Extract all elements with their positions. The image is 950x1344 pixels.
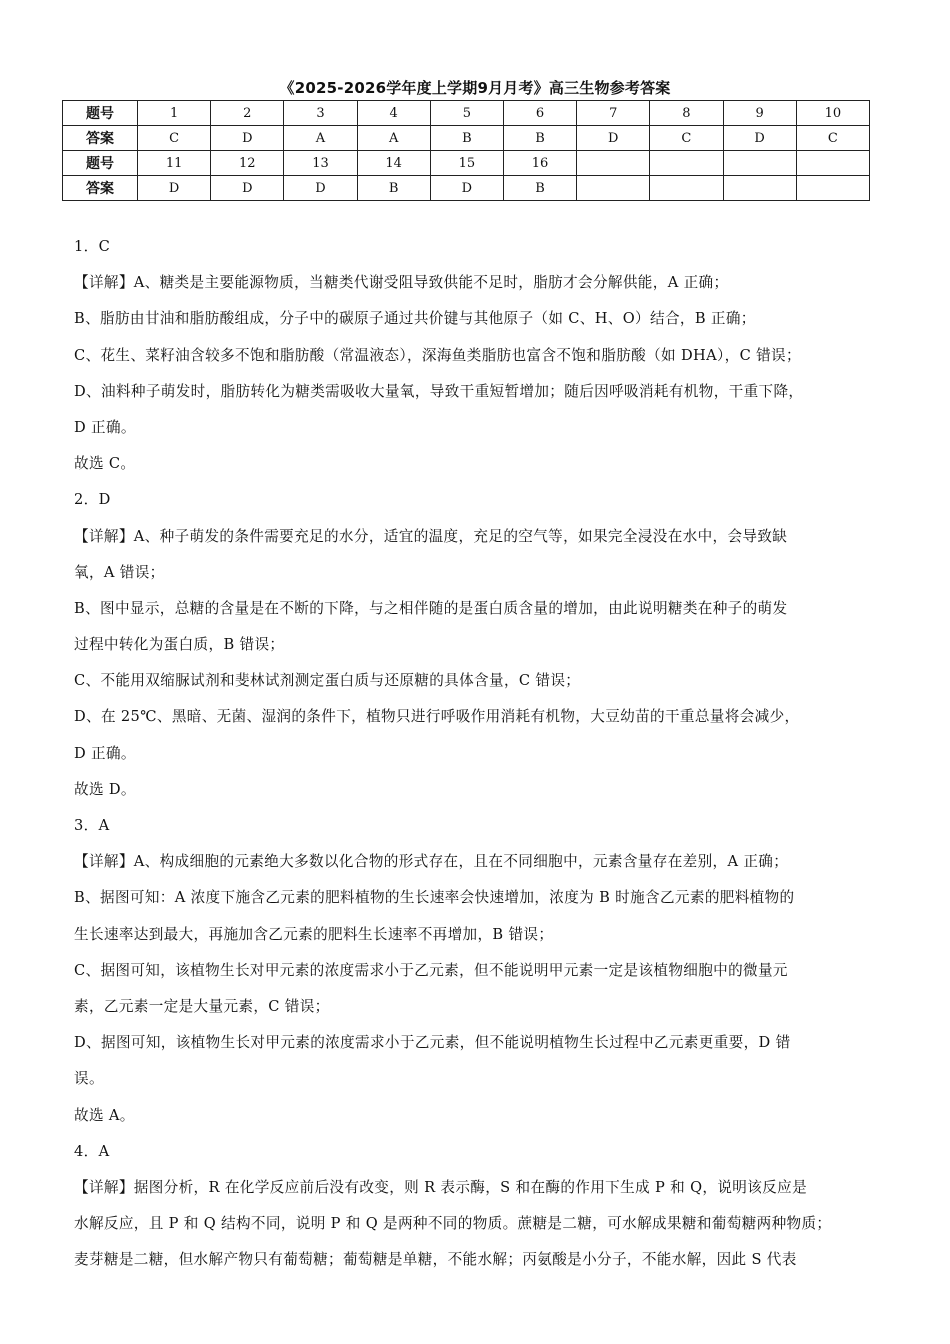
- answer-table-cell: C: [138, 126, 211, 151]
- text-line: 故选 A。: [74, 1106, 135, 1124]
- answer-table-cell: D: [430, 176, 503, 201]
- text-line: D、油料种子萌发时，脂肪转化为糖类需吸收大量氧，导致干重短暂增加；随后因呼吸消耗有机物，干重下降，: [74, 382, 804, 400]
- text-line: 【详解】A、糖类是主要能源物质，当糖类代谢受阻导致供能不足时，脂肪才会分解供能，A 正确；: [74, 274, 729, 292]
- text-line: 水解反应，且 P 和 Q 结构不同，说明 P 和 Q 是两种不同的物质。蔗糖是二糖，可水解成果糖和葡萄糖两种物质；: [74, 1215, 832, 1233]
- text-line: D、在 25℃、黑暗、无菌、湿润的条件下，植物只进行呼吸作用消耗有机物，大豆幼苗的干重总量将会减少，: [74, 708, 800, 726]
- answer-table-cell: 4: [357, 101, 430, 126]
- answer-table-cell: [577, 176, 650, 201]
- answer-table-cell: 5: [430, 101, 503, 126]
- answer-table-cell: 6: [503, 101, 576, 126]
- row-header-cell: 题号: [63, 151, 138, 176]
- answer-table-cell: D: [138, 176, 211, 201]
- answer-table-cell: [723, 151, 796, 176]
- answer-table-cell: D: [211, 176, 284, 201]
- text-line: 3．A: [74, 817, 110, 834]
- answer-table-cell: [650, 151, 723, 176]
- text-line: B、脂肪由甘油和脂肪酸组成，分子中的碳原子通过共价键与其他原子（如 C、H、O）结合，B 正确；: [74, 310, 756, 328]
- row-header-cell: 答案: [63, 176, 138, 201]
- text-line: 过程中转化为蛋白质，B 错误；: [74, 636, 285, 654]
- text-line: 4．A: [74, 1142, 110, 1160]
- text-line: 故选 D。: [74, 780, 136, 798]
- answer-table-cell: [796, 176, 869, 201]
- answer-table-cell: 10: [796, 101, 869, 126]
- text-line: 1．C: [74, 238, 111, 255]
- answer-table-cell: A: [284, 126, 357, 151]
- answer-table-cell: B: [503, 176, 576, 201]
- text-line: 生长速率达到最大，再施加含乙元素的肥料生长速率不再增加，B 错误；: [74, 925, 554, 943]
- text-line: D 正确。: [74, 744, 136, 762]
- answer-table-cell: 2: [211, 101, 284, 126]
- text-line: 麦芽糖是二糖，但水解产物只有葡萄糖；葡萄糖是单糖，不能水解；丙氨酸是小分子，不能水解，因此 S 代表: [74, 1251, 797, 1269]
- text-line: 误。: [74, 1070, 104, 1088]
- answer-table-cell: 9: [723, 101, 796, 126]
- text-line: C、不能用双缩脲试剂和斐林试剂测定蛋白质与还原糖的具体含量，C 错误；: [74, 672, 581, 690]
- answer-table-cell: 12: [211, 151, 284, 176]
- answer-table-row: [63, 151, 870, 176]
- text-line: B、据图可知：A 浓度下施含乙元素的肥料植物的生长速率会快速增加，浓度为 B 时施含乙元素的肥料植物的: [74, 889, 795, 907]
- answer-table-row: [63, 176, 870, 201]
- answer-table-cell: B: [357, 176, 430, 201]
- answer-table-cell: D: [284, 176, 357, 201]
- answer-table-cell: 15: [430, 151, 503, 176]
- text-line: 素，乙元素一定是大量元素，C 错误；: [74, 997, 330, 1015]
- answer-table-cell: A: [357, 126, 430, 151]
- text-line: D 正确。: [74, 418, 136, 436]
- text-line: D、据图可知，该植物生长对甲元素的浓度需求小于乙元素，但不能说明植物生长过程中乙元素更重要，D 错: [74, 1034, 791, 1052]
- answer-table-cell: D: [723, 126, 796, 151]
- answer-table-cell: 7: [577, 101, 650, 126]
- answer-table-cell: C: [796, 126, 869, 151]
- document-title: 《2025-2026学年度上学期9月月考》高三生物参考答案: [279, 79, 671, 97]
- text-line: 2．D: [74, 491, 111, 509]
- answer-table-row: [63, 101, 870, 126]
- answer-table-cell: [796, 151, 869, 176]
- answer-table-cell: [577, 151, 650, 176]
- answer-table-cell: B: [430, 126, 503, 151]
- answer-table-cell: 1: [138, 101, 211, 126]
- answer-table-cell: D: [577, 126, 650, 151]
- answer-table-cell: C: [650, 126, 723, 151]
- answer-table-cell: [650, 176, 723, 201]
- answer-table-cell: 16: [503, 151, 576, 176]
- text-line: 【详解】据图分析，R 在化学反应前后没有改变，则 R 表示酶，S 和在酶的作用下生成 P 和 Q，说明该反应是: [74, 1178, 808, 1196]
- answer-key-table: [62, 100, 870, 201]
- answer-table-cell: 11: [138, 151, 211, 176]
- row-header-cell: 题号: [63, 101, 138, 126]
- answer-table-cell: [723, 176, 796, 201]
- answer-table-cell: 13: [284, 151, 357, 176]
- text-line: B、图中显示，总糖的含量是在不断的下降，与之相伴随的是蛋白质含量的增加，由此说明糖类在种子的萌发: [74, 599, 788, 617]
- text-line: 氧，A 错误；: [74, 563, 165, 581]
- answer-table-cell: B: [503, 126, 576, 151]
- answer-table-cell: 14: [357, 151, 430, 176]
- explanations-body: [74, 229, 880, 1278]
- answer-table-row: [63, 126, 870, 151]
- text-line: C、花生、菜籽油含较多不饱和脂肪酸（常温液态），深海鱼类脂肪也富含不饱和脂肪酸（如 DHA），C 错误；: [74, 346, 801, 364]
- text-line: 故选 C。: [74, 455, 136, 473]
- answer-table-cell: 3: [284, 101, 357, 126]
- answer-table-cell: 8: [650, 101, 723, 126]
- text-line: 【详解】A、种子萌发的条件需要充足的水分，适宜的温度，充足的空气等，如果完全浸没在水中，会导致缺: [74, 527, 788, 545]
- text-line: 【详解】A、构成细胞的元素绝大多数以化合物的形式存在，且在不同细胞中，元素含量存在差别，A 正确；: [74, 853, 789, 871]
- row-header-cell: 答案: [63, 126, 138, 151]
- text-line: C、据图可知，该植物生长对甲元素的浓度需求小于乙元素，但不能说明甲元素一定是该植物细胞中的微量元: [74, 961, 788, 979]
- answer-table-cell: D: [211, 126, 284, 151]
